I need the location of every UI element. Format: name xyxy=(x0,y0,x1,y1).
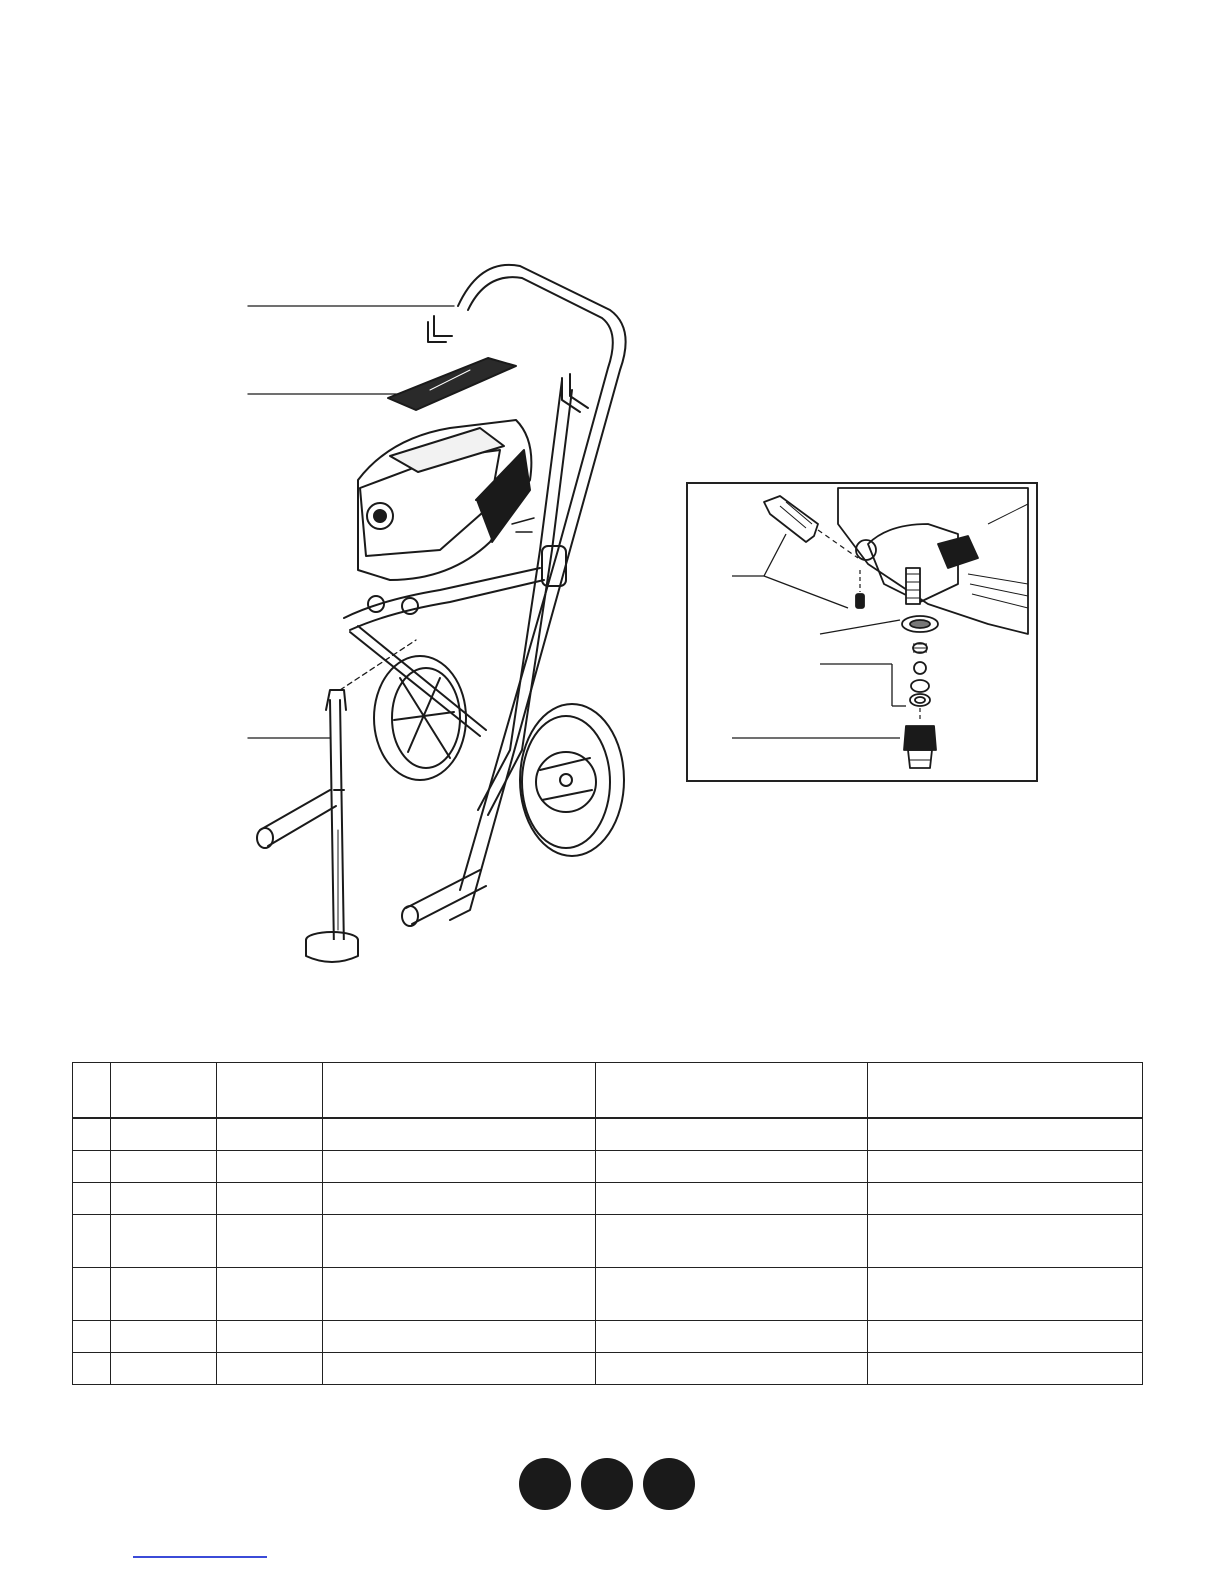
table-cell xyxy=(323,1118,596,1151)
table-cell xyxy=(596,1151,868,1183)
table-row xyxy=(73,1151,1143,1183)
table-cell xyxy=(73,1118,111,1151)
table-cell xyxy=(111,1321,217,1353)
column-header xyxy=(217,1063,323,1119)
table-cell xyxy=(323,1268,596,1321)
table-cell xyxy=(217,1353,323,1385)
table-cell xyxy=(111,1268,217,1321)
table-cell xyxy=(596,1118,868,1151)
page-marker-dot xyxy=(581,1458,633,1510)
column-header xyxy=(596,1063,868,1119)
page-marker-dot xyxy=(519,1458,571,1510)
table-cell xyxy=(217,1151,323,1183)
page-marker-dot xyxy=(643,1458,695,1510)
sprayer-cart-illustration xyxy=(240,250,640,970)
table-cell xyxy=(323,1151,596,1183)
table-cell xyxy=(868,1353,1143,1385)
inlet-valve-exploded-illustration xyxy=(688,484,1038,782)
table-cell xyxy=(596,1353,868,1385)
table-cell xyxy=(73,1215,111,1268)
parts-list-table xyxy=(72,1062,1143,1385)
table-cell xyxy=(111,1353,217,1385)
table-cell xyxy=(111,1151,217,1183)
table-cell xyxy=(596,1268,868,1321)
page-marker-dots xyxy=(519,1458,695,1510)
table-cell xyxy=(217,1268,323,1321)
table-cell xyxy=(217,1321,323,1353)
table-cell xyxy=(868,1268,1143,1321)
table-cell xyxy=(868,1151,1143,1183)
table-cell xyxy=(217,1118,323,1151)
table-cell xyxy=(111,1215,217,1268)
table-cell xyxy=(868,1118,1143,1151)
table-cell xyxy=(111,1118,217,1151)
table-cell xyxy=(73,1321,111,1353)
column-header xyxy=(111,1063,217,1119)
table-header-row xyxy=(73,1063,1143,1119)
table-cell xyxy=(323,1183,596,1215)
table-cell xyxy=(111,1183,217,1215)
table-cell xyxy=(323,1353,596,1385)
table-cell xyxy=(323,1215,596,1268)
table-row xyxy=(73,1215,1143,1268)
table-row xyxy=(73,1321,1143,1353)
table-cell xyxy=(868,1215,1143,1268)
footer-link[interactable] xyxy=(133,1556,267,1558)
table-cell xyxy=(596,1321,868,1353)
table-cell xyxy=(73,1151,111,1183)
table-row xyxy=(73,1268,1143,1321)
inlet-valve-detail-inset xyxy=(686,482,1038,782)
table-cell xyxy=(323,1321,596,1353)
column-header xyxy=(868,1063,1143,1119)
table-cell xyxy=(73,1268,111,1321)
table-cell xyxy=(217,1183,323,1215)
table-cell xyxy=(596,1183,868,1215)
table-cell xyxy=(868,1321,1143,1353)
table-row xyxy=(73,1183,1143,1215)
table-row xyxy=(73,1118,1143,1151)
column-header xyxy=(73,1063,111,1119)
table-cell xyxy=(73,1183,111,1215)
table-cell xyxy=(217,1215,323,1268)
column-header xyxy=(323,1063,596,1119)
table-cell xyxy=(73,1353,111,1385)
table-cell xyxy=(868,1183,1143,1215)
table-row xyxy=(73,1353,1143,1385)
table-cell xyxy=(596,1215,868,1268)
